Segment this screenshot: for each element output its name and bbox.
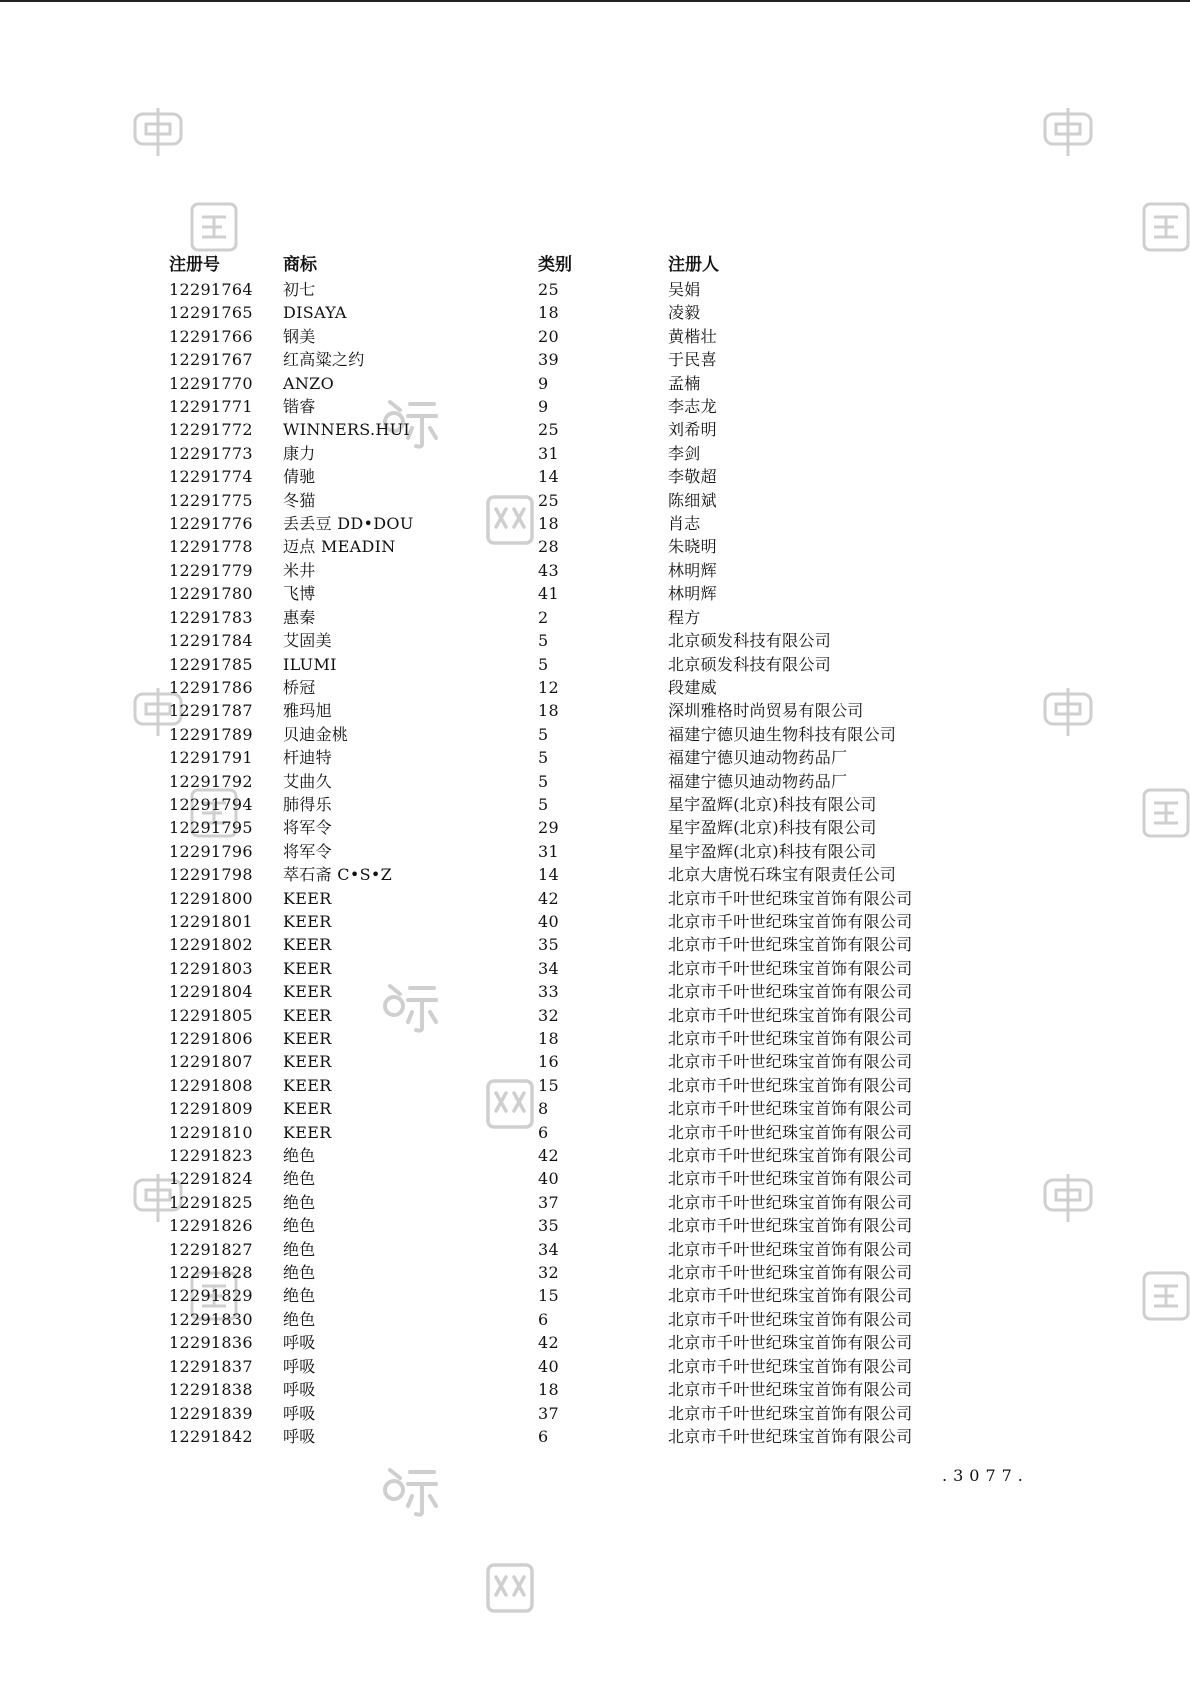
table-row bbox=[169, 559, 969, 582]
table-row bbox=[169, 1050, 969, 1073]
class-cell: 41 bbox=[538, 584, 559, 604]
registrant-cell: 星宇盈辉(北京)科技有限公司 bbox=[668, 794, 877, 814]
watermark-zhong-icon bbox=[1042, 1172, 1094, 1224]
top-rule bbox=[0, 0, 1190, 2]
class-cell: 31 bbox=[538, 443, 559, 463]
class-cell: 5 bbox=[538, 654, 549, 674]
table-row bbox=[169, 535, 969, 558]
trademark-cell: 绝色 bbox=[283, 1309, 316, 1329]
trademark-cell: 绝色 bbox=[283, 1286, 316, 1306]
registrant-cell: 北京市千叶世纪珠宝首饰有限公司 bbox=[668, 1192, 913, 1212]
registration-number-cell: 12291801 bbox=[169, 911, 253, 931]
table-row bbox=[169, 910, 969, 933]
class-cell: 39 bbox=[538, 350, 559, 370]
table-header bbox=[169, 254, 969, 278]
registration-number-cell: 12291784 bbox=[169, 631, 253, 651]
registrant-cell: 北京市千叶世纪珠宝首饰有限公司 bbox=[668, 1005, 913, 1025]
table-row bbox=[169, 629, 969, 652]
registrant-cell: 刘希明 bbox=[668, 420, 717, 440]
table-row bbox=[169, 325, 969, 348]
watermark-guo-icon bbox=[1141, 201, 1190, 253]
registrant-cell: 北京市千叶世纪珠宝首饰有限公司 bbox=[668, 888, 913, 908]
class-cell: 37 bbox=[538, 1192, 559, 1212]
trademark-cell: 迈点 MEADIN bbox=[283, 537, 396, 557]
registrant-cell: 星宇盈辉(北京)科技有限公司 bbox=[668, 818, 877, 838]
trademark-cell: 绝色 bbox=[283, 1263, 316, 1283]
class-cell: 2 bbox=[538, 607, 549, 627]
class-cell: 28 bbox=[538, 537, 559, 557]
table-row bbox=[169, 1331, 969, 1354]
registrant-cell: 肖志 bbox=[668, 514, 701, 534]
class-cell: 40 bbox=[538, 911, 559, 931]
class-cell: 18 bbox=[538, 1380, 559, 1400]
class-cell: 18 bbox=[538, 514, 559, 534]
registrant-cell: 凌毅 bbox=[668, 303, 701, 323]
registration-number-cell: 12291798 bbox=[169, 865, 253, 885]
table-row bbox=[169, 1425, 969, 1448]
registrant-cell: 北京市千叶世纪珠宝首饰有限公司 bbox=[668, 1052, 913, 1072]
class-cell: 6 bbox=[538, 1122, 549, 1142]
registrant-cell: 福建宁德贝迪生物科技有限公司 bbox=[668, 724, 897, 744]
registrant-cell: 北京市千叶世纪珠宝首饰有限公司 bbox=[668, 1099, 913, 1119]
class-cell: 5 bbox=[538, 771, 549, 791]
registration-number-cell: 12291774 bbox=[169, 467, 253, 487]
trademark-cell: 米井 bbox=[283, 560, 316, 580]
trademark-cell: 绝色 bbox=[283, 1169, 316, 1189]
registrant-cell: 北京市千叶世纪珠宝首饰有限公司 bbox=[668, 1169, 913, 1189]
trademark-cell: KEER bbox=[283, 1099, 332, 1119]
registration-number-cell: 12291800 bbox=[169, 888, 253, 908]
trademark-cell: 贝迪金桃 bbox=[283, 724, 349, 744]
trademark-cell: 飞博 bbox=[283, 584, 316, 604]
class-cell: 18 bbox=[538, 701, 559, 721]
registrant-cell: 北京市千叶世纪珠宝首饰有限公司 bbox=[668, 911, 913, 931]
table-row bbox=[169, 442, 969, 465]
registrant-cell: 北京市千叶世纪珠宝首饰有限公司 bbox=[668, 1380, 913, 1400]
trademark-cell: 萃石斋 C•S•Z bbox=[283, 865, 392, 885]
class-cell: 8 bbox=[538, 1099, 549, 1119]
page-number: .3077. bbox=[942, 1466, 1029, 1485]
registrant-cell: 于民喜 bbox=[668, 350, 717, 370]
class-cell: 5 bbox=[538, 724, 549, 744]
table-row bbox=[169, 1121, 969, 1144]
registrant-cell: 陈细斌 bbox=[668, 490, 717, 510]
class-cell: 6 bbox=[538, 1426, 549, 1446]
class-cell: 20 bbox=[538, 326, 559, 346]
registrant-cell: 福建宁德贝迪动物药品厂 bbox=[668, 771, 848, 791]
trademark-cell: ANZO bbox=[283, 373, 334, 393]
table-row bbox=[169, 816, 969, 839]
registration-number-cell: 12291773 bbox=[169, 443, 253, 463]
table-row bbox=[169, 746, 969, 769]
trademark-cell: DISAYA bbox=[283, 303, 347, 323]
class-cell: 31 bbox=[538, 841, 559, 861]
table-row bbox=[169, 887, 969, 910]
registrant-cell: 北京市千叶世纪珠宝首饰有限公司 bbox=[668, 1426, 913, 1446]
trademark-cell: KEER bbox=[283, 935, 332, 955]
trademark-cell: 桥冠 bbox=[283, 677, 316, 697]
trademark-cell: 锴睿 bbox=[283, 397, 316, 417]
table-row bbox=[169, 933, 969, 956]
table-row bbox=[169, 1214, 969, 1237]
class-cell: 40 bbox=[538, 1356, 559, 1376]
registration-number-cell: 12291803 bbox=[169, 958, 253, 978]
class-cell: 15 bbox=[538, 1075, 559, 1095]
class-cell: 33 bbox=[538, 982, 559, 1002]
registration-number-cell: 12291823 bbox=[169, 1146, 253, 1166]
registration-number-cell: 12291830 bbox=[169, 1309, 253, 1329]
class-cell: 5 bbox=[538, 631, 549, 651]
table-row bbox=[169, 512, 969, 535]
class-cell: 18 bbox=[538, 303, 559, 323]
table-row bbox=[169, 1004, 969, 1027]
table-row bbox=[169, 1191, 969, 1214]
registrant-cell: 林明辉 bbox=[668, 560, 717, 580]
registration-number-cell: 12291824 bbox=[169, 1169, 253, 1189]
watermark-zhong-icon bbox=[1042, 106, 1094, 158]
registration-number-cell: 12291792 bbox=[169, 771, 253, 791]
registrant-cell: 孟楠 bbox=[668, 373, 701, 393]
registration-number-cell: 12291806 bbox=[169, 1029, 253, 1048]
registration-number-cell: 12291805 bbox=[169, 1005, 253, 1025]
registration-number-cell: 12291802 bbox=[169, 935, 253, 955]
registrant-cell: 星宇盈辉(北京)科技有限公司 bbox=[668, 841, 877, 861]
registrant-cell: 北京市千叶世纪珠宝首饰有限公司 bbox=[668, 1146, 913, 1166]
table-row bbox=[169, 395, 969, 418]
registration-number-cell: 12291842 bbox=[169, 1426, 253, 1446]
registration-number-cell: 12291765 bbox=[169, 303, 253, 323]
registrant-cell: 林明辉 bbox=[668, 584, 717, 604]
table-row bbox=[169, 1074, 969, 1097]
registration-number-cell: 12291839 bbox=[169, 1403, 253, 1423]
trademark-cell: KEER bbox=[283, 1005, 332, 1025]
table-row bbox=[169, 1238, 969, 1261]
watermark-guo-icon bbox=[1141, 1270, 1190, 1322]
watermark-wang-icon bbox=[484, 1561, 536, 1615]
registrant-cell: 李敬超 bbox=[668, 467, 717, 487]
registration-number-cell: 12291772 bbox=[169, 420, 253, 440]
class-cell: 5 bbox=[538, 748, 549, 768]
class-cell: 25 bbox=[538, 280, 559, 299]
trademark-cell: 冬猫 bbox=[283, 490, 316, 510]
table-row bbox=[169, 770, 969, 793]
trademark-cell: 呼吸 bbox=[283, 1380, 316, 1400]
registrant-cell: 北京市千叶世纪珠宝首饰有限公司 bbox=[668, 958, 913, 978]
watermark-guo-icon bbox=[1141, 787, 1190, 839]
trademark-cell: 倩驰 bbox=[283, 467, 316, 487]
trademark-cell: 呼吸 bbox=[283, 1356, 316, 1376]
registrant-cell: 深圳雅格时尚贸易有限公司 bbox=[668, 701, 864, 721]
table-row bbox=[169, 793, 969, 816]
class-cell: 40 bbox=[538, 1169, 559, 1189]
trademark-cell: 将军令 bbox=[283, 841, 332, 861]
trademark-cell: 初七 bbox=[283, 280, 316, 299]
class-cell: 32 bbox=[538, 1263, 559, 1283]
registrant-cell: 北京市千叶世纪珠宝首饰有限公司 bbox=[668, 1216, 913, 1236]
registration-number-cell: 12291786 bbox=[169, 677, 253, 697]
table-row bbox=[169, 1284, 969, 1307]
registration-number-cell: 12291789 bbox=[169, 724, 253, 744]
class-cell: 25 bbox=[538, 420, 559, 440]
trademark-cell: KEER bbox=[283, 982, 332, 1002]
trademark-cell: 丢丢豆 DD•DOU bbox=[283, 514, 414, 534]
registrant-cell: 朱晓明 bbox=[668, 537, 717, 557]
registrant-cell: 福建宁德贝迪动物药品厂 bbox=[668, 748, 848, 768]
registration-number-cell: 12291766 bbox=[169, 326, 253, 346]
class-cell: 14 bbox=[538, 467, 559, 487]
trademark-cell: 呼吸 bbox=[283, 1403, 316, 1423]
registrant-cell: 北京市千叶世纪珠宝首饰有限公司 bbox=[668, 1029, 913, 1048]
trademark-cell: WINNERS.HUI bbox=[283, 420, 411, 440]
registration-number-cell: 12291779 bbox=[169, 560, 253, 580]
class-cell: 18 bbox=[538, 1029, 559, 1048]
class-cell: 32 bbox=[538, 1005, 559, 1025]
class-cell: 35 bbox=[538, 1216, 559, 1236]
registration-number-cell: 12291796 bbox=[169, 841, 253, 861]
registrant-cell: 北京市千叶世纪珠宝首饰有限公司 bbox=[668, 1263, 913, 1283]
table-row bbox=[169, 980, 969, 1003]
registrant-cell: 李志龙 bbox=[668, 397, 717, 417]
registration-number-cell: 12291775 bbox=[169, 490, 253, 510]
class-cell: 34 bbox=[538, 1239, 559, 1259]
header-registrant: 注册人 bbox=[668, 255, 719, 276]
registration-number-cell: 12291809 bbox=[169, 1099, 253, 1119]
trademark-cell: KEER bbox=[283, 888, 332, 908]
table-row bbox=[169, 653, 969, 676]
registrant-cell: 北京市千叶世纪珠宝首饰有限公司 bbox=[668, 1122, 913, 1142]
class-cell: 9 bbox=[538, 397, 549, 417]
registration-number-cell: 12291791 bbox=[169, 748, 253, 768]
class-cell: 37 bbox=[538, 1403, 559, 1423]
class-cell: 12 bbox=[538, 677, 559, 697]
registrant-cell: 北京市千叶世纪珠宝首饰有限公司 bbox=[668, 1356, 913, 1376]
watermark-zhong-icon bbox=[1042, 686, 1094, 738]
registrant-cell: 吴娟 bbox=[668, 280, 701, 299]
registration-number-cell: 12291770 bbox=[169, 373, 253, 393]
trademark-cell: 绝色 bbox=[283, 1239, 316, 1259]
class-cell: 35 bbox=[538, 935, 559, 955]
registrant-cell: 北京市千叶世纪珠宝首饰有限公司 bbox=[668, 982, 913, 1002]
trademark-cell: KEER bbox=[283, 1029, 332, 1048]
table-row bbox=[169, 723, 969, 746]
class-cell: 42 bbox=[538, 1146, 559, 1166]
trademark-cell: 康力 bbox=[283, 443, 316, 463]
class-cell: 14 bbox=[538, 865, 559, 885]
class-cell: 42 bbox=[538, 888, 559, 908]
table-row bbox=[169, 1144, 969, 1167]
trademark-cell: 绝色 bbox=[283, 1192, 316, 1212]
class-cell: 25 bbox=[538, 490, 559, 510]
registration-number-cell: 12291829 bbox=[169, 1286, 253, 1306]
table-row bbox=[169, 863, 969, 886]
watermark-zhong-icon bbox=[132, 106, 184, 158]
table-row bbox=[169, 1027, 969, 1050]
table-row bbox=[169, 465, 969, 488]
registration-number-cell: 12291795 bbox=[169, 818, 253, 838]
registration-number-cell: 12291787 bbox=[169, 701, 253, 721]
table-row bbox=[169, 676, 969, 699]
registrant-cell: 李剑 bbox=[668, 443, 701, 463]
registrant-cell: 北京市千叶世纪珠宝首饰有限公司 bbox=[668, 1333, 913, 1353]
trademark-cell: 绝色 bbox=[283, 1146, 316, 1166]
trademark-cell: 杆迪特 bbox=[283, 748, 332, 768]
registration-number-cell: 12291785 bbox=[169, 654, 253, 674]
registration-number-cell: 12291826 bbox=[169, 1216, 253, 1236]
registrant-cell: 黄楷壮 bbox=[668, 326, 717, 346]
registrant-cell: 段建威 bbox=[668, 677, 717, 697]
trademark-cell: 将军令 bbox=[283, 818, 332, 838]
registration-number-cell: 12291794 bbox=[169, 794, 253, 814]
registrant-cell: 北京市千叶世纪珠宝首饰有限公司 bbox=[668, 1309, 913, 1329]
registration-number-cell: 12291804 bbox=[169, 982, 253, 1002]
table-row bbox=[169, 957, 969, 980]
class-cell: 15 bbox=[538, 1286, 559, 1306]
class-cell: 42 bbox=[538, 1333, 559, 1353]
registration-number-cell: 12291778 bbox=[169, 537, 253, 557]
table-row bbox=[169, 1308, 969, 1331]
table-row bbox=[169, 1355, 969, 1378]
table-row bbox=[169, 840, 969, 863]
class-cell: 5 bbox=[538, 794, 549, 814]
registration-number-cell: 12291783 bbox=[169, 607, 253, 627]
registration-number-cell: 12291808 bbox=[169, 1075, 253, 1095]
trademark-cell: 艾固美 bbox=[283, 631, 332, 651]
trademark-cell: KEER bbox=[283, 911, 332, 931]
registrant-cell: 北京大唐悦石珠宝有限责任公司 bbox=[668, 865, 897, 885]
class-cell: 6 bbox=[538, 1309, 549, 1329]
class-cell: 43 bbox=[538, 560, 559, 580]
registrant-cell: 北京市千叶世纪珠宝首饰有限公司 bbox=[668, 935, 913, 955]
trademark-cell: KEER bbox=[283, 1052, 332, 1072]
table-body bbox=[169, 278, 969, 1448]
registrant-cell: 北京市千叶世纪珠宝首饰有限公司 bbox=[668, 1403, 913, 1423]
header-trademark: 商标 bbox=[283, 255, 317, 276]
registration-number-cell: 12291836 bbox=[169, 1333, 253, 1353]
trademark-cell: 呼吸 bbox=[283, 1426, 316, 1446]
class-cell: 34 bbox=[538, 958, 559, 978]
watermark-biao-icon bbox=[382, 1462, 440, 1518]
registration-number-cell: 12291771 bbox=[169, 397, 253, 417]
trademark-cell: 绝色 bbox=[283, 1216, 316, 1236]
trademark-cell: 雅玛旭 bbox=[283, 701, 332, 721]
trademark-cell: 钢美 bbox=[283, 326, 316, 346]
table-row bbox=[169, 1378, 969, 1401]
registrant-cell: 北京硕发科技有限公司 bbox=[668, 654, 832, 674]
table-row bbox=[169, 582, 969, 605]
trademark-cell: 肺得乐 bbox=[283, 794, 332, 814]
table-row bbox=[169, 278, 969, 301]
table-row bbox=[169, 606, 969, 629]
registration-number-cell: 12291807 bbox=[169, 1052, 253, 1072]
table-row bbox=[169, 1402, 969, 1425]
table-row bbox=[169, 372, 969, 395]
registration-number-cell: 12291767 bbox=[169, 350, 253, 370]
registration-number-cell: 12291838 bbox=[169, 1380, 253, 1400]
registration-number-cell: 12291828 bbox=[169, 1263, 253, 1283]
registrant-cell: 程方 bbox=[668, 607, 701, 627]
table-row bbox=[169, 1097, 969, 1120]
registration-number-cell: 12291776 bbox=[169, 514, 253, 534]
table-row bbox=[169, 301, 969, 324]
registration-number-cell: 12291827 bbox=[169, 1239, 253, 1259]
table-row bbox=[169, 489, 969, 512]
table-row bbox=[169, 1261, 969, 1284]
registrant-cell: 北京市千叶世纪珠宝首饰有限公司 bbox=[668, 1286, 913, 1306]
trademark-cell: 呼吸 bbox=[283, 1333, 316, 1353]
registration-number-cell: 12291837 bbox=[169, 1356, 253, 1376]
trademark-table bbox=[169, 254, 969, 1448]
trademark-cell: 惠秦 bbox=[283, 607, 316, 627]
table-row bbox=[169, 1167, 969, 1190]
header-registration-number: 注册号 bbox=[169, 255, 220, 276]
registration-number-cell: 12291810 bbox=[169, 1122, 253, 1142]
class-cell: 29 bbox=[538, 818, 559, 838]
class-cell: 16 bbox=[538, 1052, 559, 1072]
registrant-cell: 北京硕发科技有限公司 bbox=[668, 631, 832, 651]
registration-number-cell: 12291825 bbox=[169, 1192, 253, 1212]
trademark-cell: ILUMI bbox=[283, 654, 337, 674]
trademark-cell: KEER bbox=[283, 1075, 332, 1095]
class-cell: 9 bbox=[538, 373, 549, 393]
table-row bbox=[169, 348, 969, 371]
table-row bbox=[169, 418, 969, 441]
trademark-cell: 艾曲久 bbox=[283, 771, 332, 791]
header-row bbox=[169, 254, 969, 278]
trademark-cell: 红高粱之约 bbox=[283, 350, 365, 370]
trademark-cell: KEER bbox=[283, 1122, 332, 1142]
header-class: 类别 bbox=[538, 255, 572, 276]
registrant-cell: 北京市千叶世纪珠宝首饰有限公司 bbox=[668, 1075, 913, 1095]
trademark-cell: KEER bbox=[283, 958, 332, 978]
registration-number-cell: 12291764 bbox=[169, 280, 253, 299]
watermark-guo-icon bbox=[189, 201, 239, 253]
registrant-cell: 北京市千叶世纪珠宝首饰有限公司 bbox=[668, 1239, 913, 1259]
table-row bbox=[169, 699, 969, 722]
registration-number-cell: 12291780 bbox=[169, 584, 253, 604]
